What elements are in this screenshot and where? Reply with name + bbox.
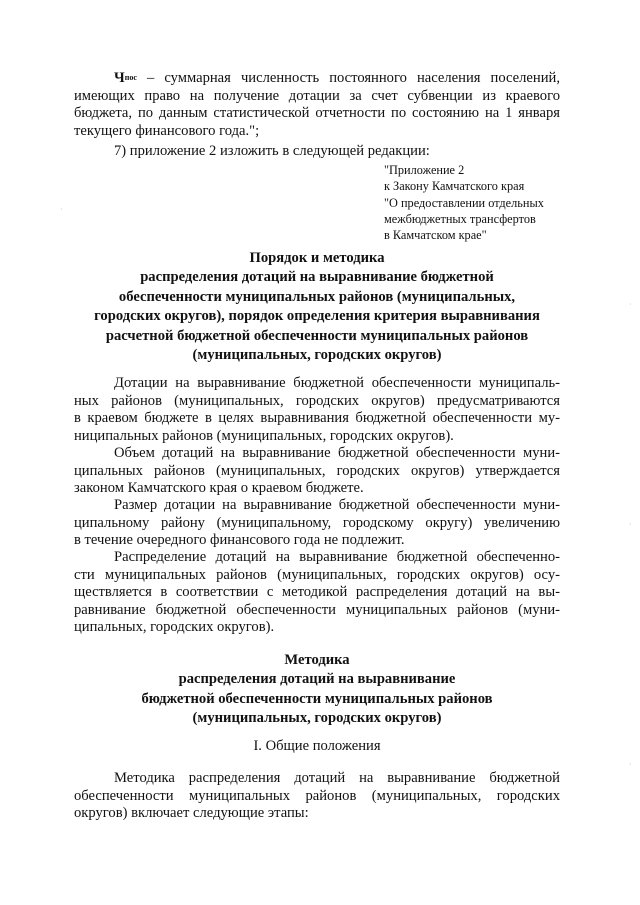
title-line: (муниципальных, городских округов) [192,710,442,727]
paragraph-line: в течение очередного финансового года не подлежит. [74,532,405,548]
intro-line-3: бюджета, по данным статистической отчетности по состоянию на 1 января [74,105,560,121]
paragraph-line: Распределение дотаций на выравнивание бюджетной обеспеченно- [114,549,560,565]
title-line: Методика [284,652,350,668]
annex-line: к Закону Камчатского края [384,179,525,194]
title-line: Порядок и методика [249,250,385,266]
title-line: (муниципальных, городских округов) [192,347,442,364]
paragraph-line: равнивание бюджетной обеспеченности муниципальных районов (муни- [74,601,560,618]
intro-symbol: Ч [114,70,125,86]
paragraph-1 [74,375,560,445]
paragraph-line: ществляется в соответствии с методикой распределения дотаций на вы- [74,584,560,600]
item7-paragraph [74,143,560,161]
paragraph-line: Размер дотации на выравнивание бюджетной обеспеченности муни- [114,497,560,513]
intro-line-text: – суммарная численность постоянного населения поселений, [136,70,560,86]
paragraph-line: в краевом бюджете в целях выравнивания бюджетной обеспеченности му- [74,410,560,426]
annex-reference [384,162,584,243]
annex-line: в Камчатском крае" [384,228,487,243]
title-line: распределения дотаций на выравнивание бюджетной [140,269,494,286]
paragraph-line: обеспеченности муниципальных районов (муниципальных, городских [74,787,560,804]
intro-paragraph [74,70,560,140]
annex-line: межбюджетных трансфертов [384,211,536,226]
intro-line-4: текущего финансового года."; [74,122,260,139]
paragraph-line: Методика распределения дотаций на выравнивание бюджетной [114,770,560,786]
title-line: городских округов), порядок определения критерия выравнивания [94,308,540,325]
scan-mark: · [60,205,63,214]
annex-line: "Приложение 2 [384,163,465,177]
title-line: распределения дотаций на выравнивание [178,671,456,688]
annex-line: "О предоставлении отдельных [384,195,544,210]
paragraph-line: ципальному району (муниципальному, городскому округу) увеличению [74,514,560,531]
paragraph-line: ципальных районов (муниципальных, городских округов) утверждается [74,462,560,479]
title-line: бюджетной обеспеченности муниципальных районов [141,690,493,707]
intro-line-1 [74,70,560,88]
paragraph-line: законом Камчатского края о краевом бюджете. [74,480,364,496]
paragraph-line: сти муниципальных районов (муниципальных, городских округов) осу- [74,566,560,583]
title-line: обеспеченности муниципальных районов (муниципальных, [118,288,516,305]
paragraph-line: ципальных, городских округов). [74,619,275,635]
paragraph-line: ниципальных районов (муниципальных, городских округов). [74,427,454,444]
paragraph-line: ных районов (муниципальных, городских округов) предусматриваются [74,392,560,409]
paragraph-line: Объем дотаций на выравнивание бюджетной обеспеченности муни- [114,445,560,461]
title-methodology [74,651,560,729]
section-heading: I. Общие положения [253,738,381,754]
paragraph-4 [74,549,560,637]
final-paragraph [74,770,560,823]
title-procedure [74,249,560,365]
scan-mark: · [629,760,632,769]
intro-line-2: имеющих право на получение дотации за счет субвенции из краевого [74,87,560,104]
item7-text: 7) приложение 2 изложить в следующей редакции: [114,143,430,159]
intro-superscript: пос [124,73,137,82]
scan-mark: · [629,300,632,309]
paragraph-3 [74,497,560,550]
title-line: расчетной бюджетной обеспеченности муниципальных районов [105,327,529,344]
scan-mark: · [629,520,632,529]
paragraph-line: Дотации на выравнивание бюджетной обеспеченности муниципаль- [114,375,560,391]
paragraph-line: округов) включает следующие этапы: [74,805,309,821]
paragraph-2 [74,445,560,498]
